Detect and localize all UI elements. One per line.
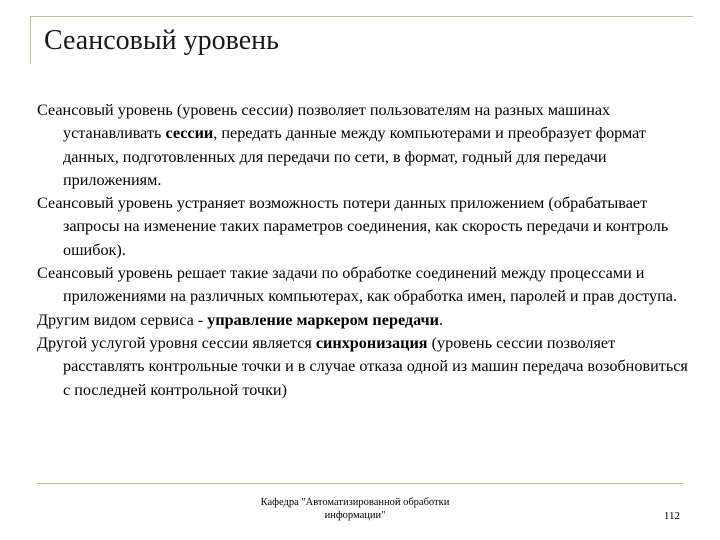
footer-line-1: Кафедра "Автоматизированной обработки (260, 497, 450, 508)
emphasis-term: сессии (165, 124, 214, 143)
body-text (37, 99, 695, 402)
paragraph (37, 99, 695, 192)
paragraph (37, 332, 695, 402)
emphasis-term: управление маркером передачи (207, 310, 440, 329)
footer-department (225, 496, 485, 522)
paragraph-text: Сеансовый уровень (уровень сессии) позволяет пользователям на разных машинах устанавливать (37, 101, 611, 143)
emphasis-term: синхронизация (315, 333, 428, 352)
paragraph-text: Сеансовый уровень устраняет возможность потери данных приложением (обрабатывает запросы на изменение таких параметров соединения, как скорость передачи и контроль ошибок). (37, 194, 669, 259)
footer-line-2: информации" (324, 510, 386, 521)
paragraph-text: , передать данные между компьютерами и преобразует формат данных, подготовленных для передачи по сети, в формат, годный для передачи приложениям. (63, 124, 646, 189)
page-number: 112 (663, 510, 680, 522)
paragraph (37, 192, 695, 262)
paragraph-text: Другой услугой уровня сессии является (37, 333, 316, 352)
paragraph (37, 309, 695, 332)
paragraph (37, 262, 695, 309)
paragraph-text: Сеансовый уровень решает такие задачи по обработке соединений между процессами и приложениями на различных компьютерах, как обработка имен, паролей и прав доступа. (37, 264, 678, 306)
slide-title: Сеансовый уровень (44, 25, 279, 56)
title-accent-horizontal (30, 16, 693, 17)
paragraph-text: Другим видом сервиса - (37, 310, 208, 329)
paragraph-text: . (439, 310, 444, 329)
paragraph-text: (уровень сессии позволяет расставлять контрольные точки и в случае отказа одной из машин передача возобновиться с последней контрольной точки) (63, 333, 688, 399)
title-accent-vertical (30, 16, 31, 64)
footer-divider (37, 483, 684, 484)
